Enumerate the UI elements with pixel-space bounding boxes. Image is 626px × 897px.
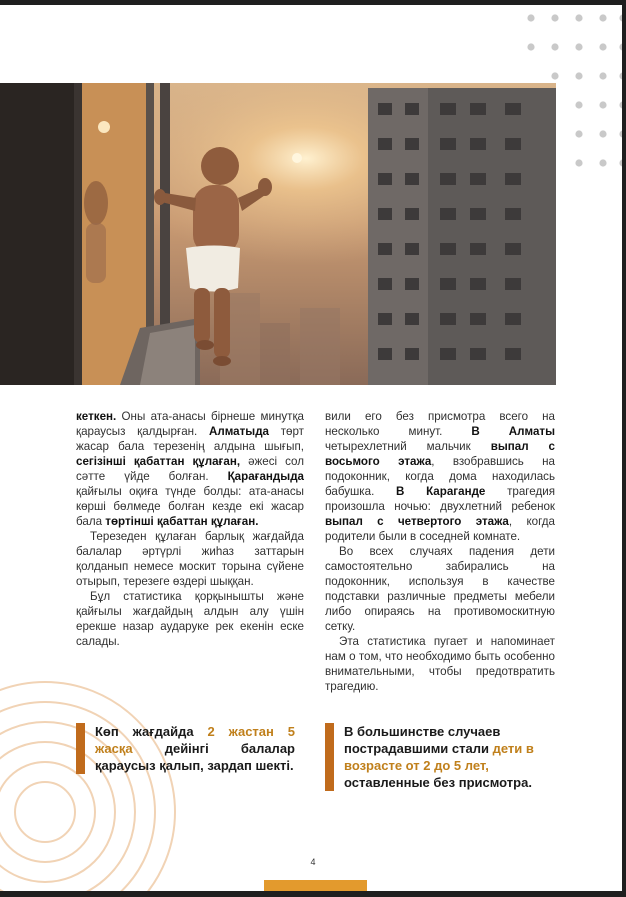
text-span: Оны ата-анасы бірнеше минутқа қараусыз қалдырған.: [76, 410, 304, 438]
text-span: , когда родители были в соседней комнате.: [325, 515, 556, 543]
kazakh-paragraph-1: [76, 409, 304, 529]
bold-span: Қарағандыда: [227, 470, 304, 483]
bold-span: выпал с четвертого этажа: [325, 515, 509, 528]
russian-paragraph-3: Эта статистика пугает и напоминает нам о том, что необходимо быть особенно внимательными, чтобы предотвратить трагедию.: [325, 635, 555, 693]
kazakh-text-column: [76, 409, 304, 649]
bold-span: В Алматы: [471, 425, 555, 438]
russian-text-column: [325, 409, 555, 694]
bold-span: В Караганде: [396, 485, 486, 498]
quote-text: оставленные без присмотра.: [344, 775, 532, 790]
page-number: 4: [310, 857, 316, 867]
kazakh-paragraph-3: Бұл статистика қорқынышты және қайғылы жағдайдың алдын алу үшін ерекше назар аударуке рек екенін еске салады.: [76, 590, 304, 648]
russian-pull-quote: [325, 723, 557, 791]
kazakh-paragraph-2: Терезеден құлаған барлық жағдайда балалар әртүрлі жиһаз заттарын қолданып немесе москит торына сүйене отырып, терезеге өздері шыққан.: [76, 530, 304, 588]
page: [0, 5, 622, 891]
text-span: қайғылы оқиға түнде болды: ата-анасы көрші бөлмеде болған кезде екі жасар бала: [76, 485, 304, 528]
russian-paragraph-2: Во всех случаях падения дети самостоятельно забирались на подоконник, используя в качестве подставки различные предметы мебели либо опираясь на противомоскитную сетку.: [325, 545, 555, 633]
text-span: төрт жасар бала терезенің алдына шығып,: [76, 425, 304, 453]
text-span: , взобравшись на подоконник, когда дома находилась бабушка.: [325, 455, 555, 498]
bold-span: сегізінші қабаттан құлаған,: [76, 455, 241, 468]
russian-paragraph-1: [325, 409, 555, 544]
bold-span: выпал с восьмого этажа: [325, 440, 556, 468]
quote-highlight: дети в возрасте от 2 до 5 лет,: [344, 741, 534, 773]
text-span: вили его без присмотра всего на несколько минут.: [325, 410, 555, 438]
text-span: әжесі сол сәтте үйде болған.: [76, 455, 304, 483]
bold-span: төртінші қабаттан құлаған.: [105, 515, 259, 528]
bold-span: кеткен.: [76, 410, 117, 423]
hero-photo-child-at-window: [0, 83, 556, 385]
accent-bottom-bar: [264, 880, 367, 891]
text-span: четырехлетний мальчик: [325, 440, 491, 453]
quote-highlight: 2 жастан 5 жасқа: [95, 724, 295, 756]
text-span: трагедия произошла ночью: двухлетний ребенок: [325, 485, 555, 513]
bold-span: Алматыда: [209, 425, 269, 438]
quote-text: Көп жағдайда: [95, 724, 208, 739]
quote-text: В большинстве случаев пострадавшими стали: [344, 724, 501, 756]
kazakh-pull-quote: [76, 723, 295, 774]
quote-text: дейінгі балалар қараусыз қалып, зардап шекті.: [95, 741, 295, 773]
